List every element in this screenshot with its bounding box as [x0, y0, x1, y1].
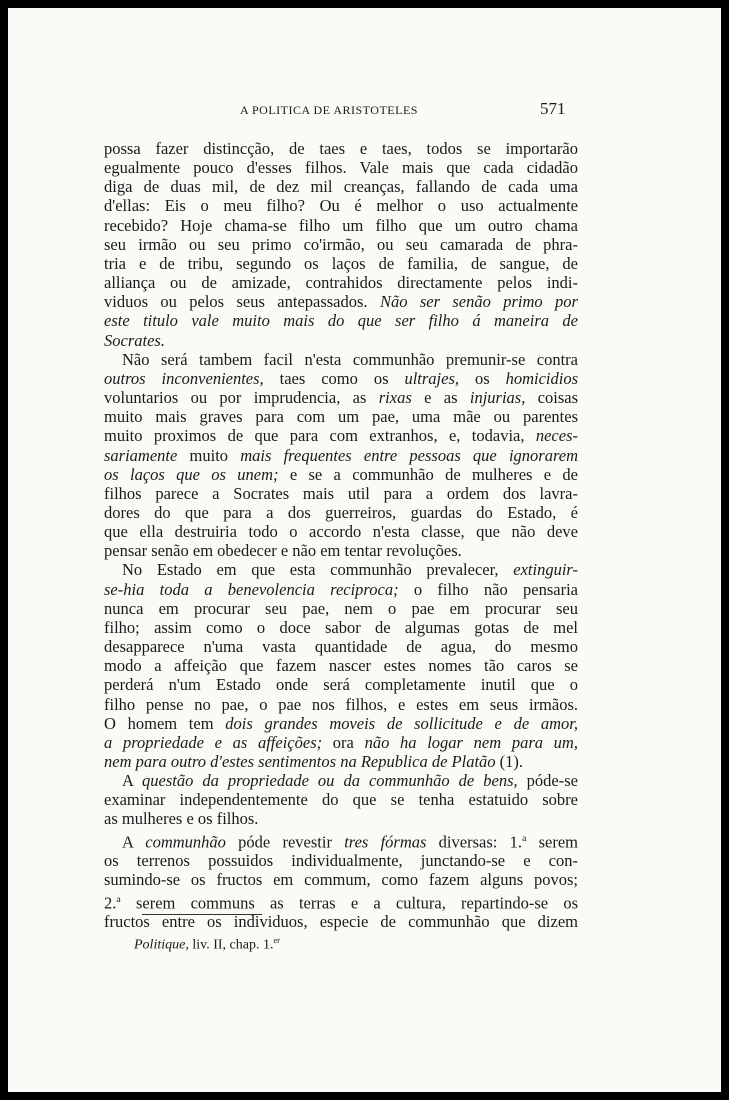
footnote-sup: er: [273, 936, 280, 945]
text-line: recebido? Hoje chama-se filho um filho que um outro chama: [104, 215, 578, 235]
text-line: a propriedade e as affeições; ora não ha logar nem para um,: [104, 732, 578, 752]
text-line: filhos parece a Socrates mais util para a ordem dos lavra-: [104, 483, 578, 503]
book-page: [8, 8, 721, 1092]
text-line: modo a affeição que fazem nascer estes nomes tão caros se: [104, 656, 578, 676]
text-line: sumindo-se os fructos em commum, como fazem alguns povos;: [104, 870, 578, 890]
text-line: viduos ou pelos seus antepassados. Não ser senão primo por: [104, 292, 578, 312]
text-line: as mulheres e os filhos.: [104, 809, 259, 829]
body-text: [104, 139, 578, 931]
text-line: seu irmão ou seu primo co'irmão, ou seu camarada de phra-: [104, 234, 578, 254]
text-line: possa fazer distincção, de taes e taes, todos se importarão: [104, 139, 578, 158]
text-line: Não será tambem facil n'esta communhão premunir-se contra: [122, 349, 578, 369]
text-line: Socrates.: [104, 330, 165, 350]
text-line: No Estado em que esta communhão prevalecer, extinguir-: [122, 560, 578, 580]
text-line: muito mais graves para com um pae, uma mãe ou parentes: [104, 407, 578, 427]
text-line: dores do que para a dos guerreiros, guardas do Estado, é: [104, 502, 578, 522]
text-line: examinar independentemente do que se tenha estatuido sobre: [104, 790, 578, 810]
text-line: se-hia toda a benevolencia reciproca; o filho não pensaria: [104, 579, 578, 599]
paragraph: [104, 560, 578, 771]
text-line: egualmente pouco d'esses filhos. Vale mais que cada cidadão: [104, 158, 578, 178]
paragraph: [104, 829, 578, 932]
text-line: diga de duas mil, de dez mil creanças, fallando de cada uma: [104, 177, 578, 197]
paragraph: [104, 139, 578, 350]
text-line: A questão da propriedade ou da communhão de bens, póde-se: [122, 771, 578, 791]
text-line: este titulo vale muito mais do que ser filho á maneira de: [104, 311, 578, 331]
text-line: nem para outro d'estes sentimentos na Republica de Platão (1).: [104, 752, 524, 771]
text-line: sariamente muito mais frequentes entre pessoas que ignorarem: [104, 445, 578, 465]
text-line: filho pense no pae, o pae nos filhos, e estes em seus irmãos.: [104, 694, 578, 714]
footnote: [134, 936, 280, 954]
page-header: [8, 99, 721, 123]
paragraph: [104, 350, 578, 561]
text-line: alliança ou de amizade, contrahidos directamente pelos indi-: [104, 273, 578, 293]
text-line: 2.$^a$ serem communs as terras e a cultura, repartindo-se os: [104, 893, 578, 913]
running-title: A POLITICA DE ARISTOTELES: [240, 103, 418, 117]
text-line: O homem tem dois grandes moveis de sollicitude e de amor,: [104, 713, 578, 733]
text-line: fructos entre os individuos, especie de communhão que dizem: [104, 912, 578, 932]
text-line: outros inconvenientes, taes como os ultrajes, os homicidios: [104, 368, 579, 388]
text-line: que ella destruiria todo o accordo n'esta classe, que não deve: [104, 522, 578, 542]
text-line: filho; assim como o doce sabor de algumas gotas de mel: [104, 617, 578, 637]
text-line: desapparece n'uma vasta quantidade de agua, do mesmo: [104, 637, 578, 657]
text-line: perderá n'um Estado onde será completamente inutil que o: [104, 675, 578, 695]
text-line: pensar senão em obedecer e não em tentar revoluções.: [104, 541, 462, 561]
text-line: muito proximos de que para com extranhos, e, todavia, neces-: [104, 426, 578, 446]
footnote-divider: [142, 914, 262, 915]
paragraph: [104, 771, 578, 828]
text-line: A communhão póde revestir tres fórmas diversas: 1.$^a$ serem: [122, 832, 578, 852]
footnote-work: Politique,: [134, 937, 189, 953]
text-line: tria e de tribu, segundo os laços de familia, de sangue, de: [104, 253, 578, 273]
text-line: d'ellas: Eis o meu filho? Ou é melhor o uso actualmente: [104, 196, 578, 216]
text-line: nunca em procurar seu pae, nem o pae em procurar seu: [104, 598, 578, 618]
footnote-ref: liv. II, chap. 1.: [188, 937, 274, 953]
text-line: os laços que os unem; e se a communhão de mulheres e de: [104, 464, 578, 484]
text-line: voluntarios ou por imprudencia, as rixas e as injurias, coisas: [104, 388, 579, 408]
page-number: 571: [540, 99, 566, 118]
text-line: os terrenos possuidos individualmente, junctando-se e con-: [104, 851, 578, 871]
